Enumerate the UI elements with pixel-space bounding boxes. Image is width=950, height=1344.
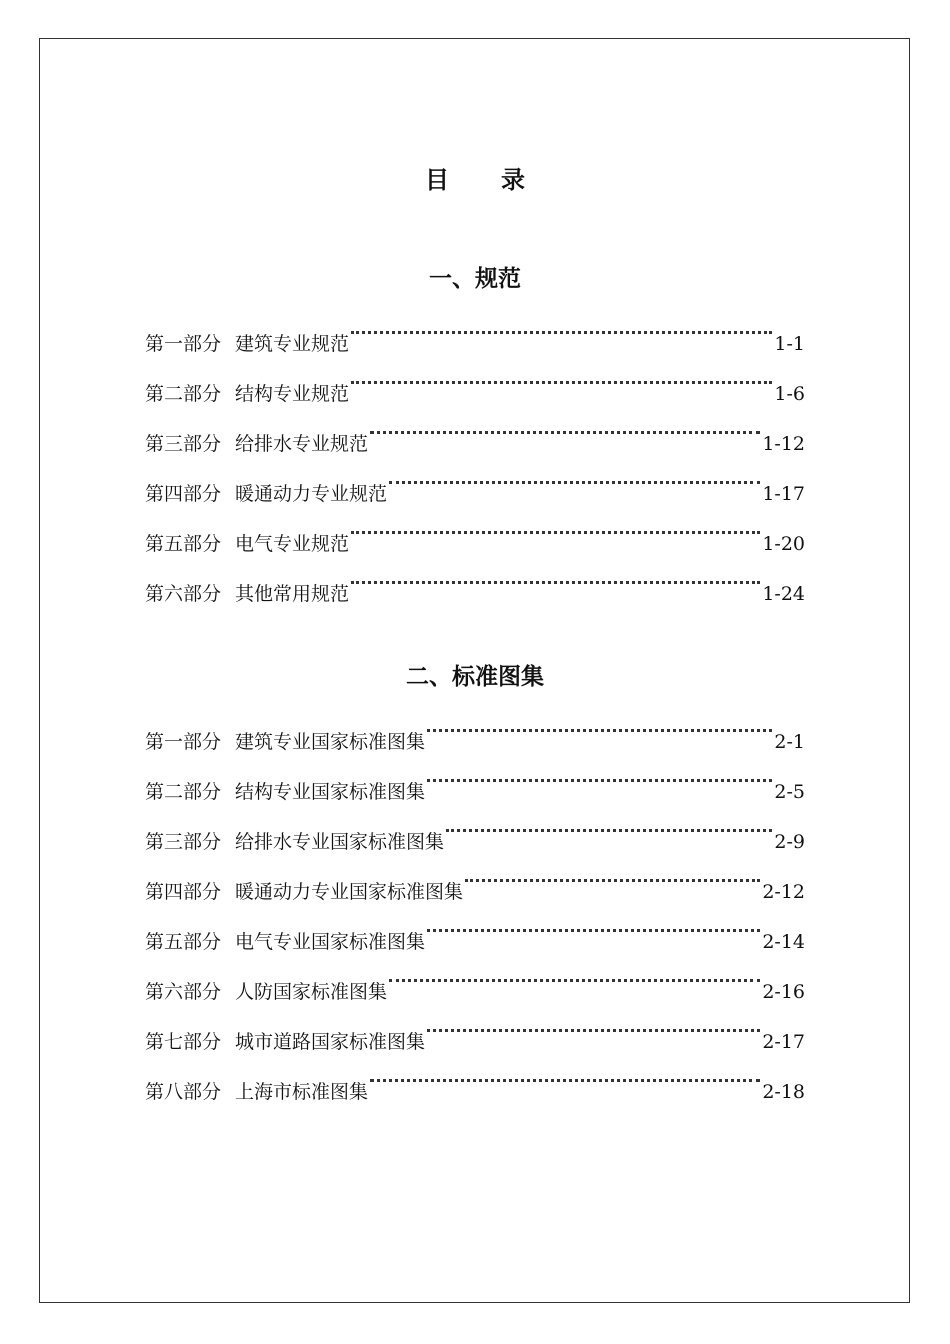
toc-page-number: 2-12 bbox=[762, 881, 805, 903]
toc-page-number: 1-24 bbox=[762, 583, 805, 605]
toc-list-standard-atlases bbox=[145, 698, 805, 1103]
toc-entry-title: 结构专业国家标准图集 bbox=[235, 781, 426, 803]
toc-part-label: 第二部分 bbox=[145, 781, 222, 803]
toc-entry-title: 人防国家标准图集 bbox=[235, 981, 388, 1003]
dot-leader bbox=[465, 848, 760, 898]
toc-part-label: 第四部分 bbox=[145, 483, 222, 505]
toc-entry-title: 建筑专业国家标准图集 bbox=[235, 731, 426, 753]
toc-entry-title: 暖通动力专业国家标准图集 bbox=[235, 881, 464, 903]
toc-entry[interactable] bbox=[145, 300, 805, 355]
toc-part-label: 第一部分 bbox=[145, 731, 222, 753]
toc-part-label: 第五部分 bbox=[145, 931, 222, 953]
dot-leader bbox=[351, 500, 760, 550]
toc-entry-title: 上海市标准图集 bbox=[235, 1081, 369, 1103]
toc-part-label: 第七部分 bbox=[145, 1031, 222, 1053]
toc-part-label: 第三部分 bbox=[145, 433, 222, 455]
toc-page-number: 2-18 bbox=[762, 1081, 805, 1103]
toc-part-label: 第二部分 bbox=[145, 383, 222, 405]
toc-page-number: 2-9 bbox=[774, 831, 805, 853]
toc-page-number: 1-1 bbox=[774, 333, 805, 355]
toc-entry-title: 给排水专业国家标准图集 bbox=[235, 831, 445, 853]
toc-page-number: 1-6 bbox=[774, 383, 805, 405]
dot-leader bbox=[351, 350, 772, 400]
dot-leader bbox=[427, 698, 772, 748]
toc-part-label: 第六部分 bbox=[145, 583, 222, 605]
section-heading-standards: 一、规范 bbox=[429, 266, 521, 292]
toc-page-number: 2-1 bbox=[774, 731, 805, 753]
dot-leader bbox=[427, 898, 760, 948]
toc-entry-title: 建筑专业规范 bbox=[235, 333, 350, 355]
toc-page-number: 2-5 bbox=[774, 781, 805, 803]
toc-page-number: 2-14 bbox=[762, 931, 805, 953]
toc-entry-title: 电气专业国家标准图集 bbox=[235, 931, 426, 953]
toc-entry-title: 结构专业规范 bbox=[235, 383, 350, 405]
document-title: 目录 bbox=[425, 166, 577, 194]
dot-leader bbox=[351, 300, 772, 350]
toc-part-label: 第八部分 bbox=[145, 1081, 222, 1103]
dot-leader bbox=[446, 798, 772, 848]
dot-leader bbox=[370, 1048, 760, 1098]
toc-entry-title: 城市道路国家标准图集 bbox=[235, 1031, 426, 1053]
toc-page-number: 1-12 bbox=[762, 433, 805, 455]
toc-part-label: 第四部分 bbox=[145, 881, 222, 903]
toc-entry-title: 其他常用规范 bbox=[235, 583, 350, 605]
section-heading-standard-atlases: 二、标准图集 bbox=[406, 664, 544, 690]
dot-leader bbox=[427, 748, 772, 798]
toc-entry-title: 暖通动力专业规范 bbox=[235, 483, 388, 505]
dot-leader bbox=[370, 400, 760, 450]
toc-part-label: 第五部分 bbox=[145, 533, 222, 555]
toc-entry-title: 给排水专业规范 bbox=[235, 433, 369, 455]
toc-page-number: 2-16 bbox=[762, 981, 805, 1003]
toc-page-number: 1-17 bbox=[762, 483, 805, 505]
toc-part-label: 第六部分 bbox=[145, 981, 222, 1003]
toc-entry[interactable] bbox=[145, 698, 805, 753]
toc-part-label: 第三部分 bbox=[145, 831, 222, 853]
dot-leader bbox=[389, 948, 760, 998]
dot-leader bbox=[427, 998, 760, 1048]
dot-leader bbox=[351, 550, 760, 600]
toc-entry-title: 电气专业规范 bbox=[235, 533, 350, 555]
dot-leader bbox=[389, 450, 760, 500]
toc-page-number: 1-20 bbox=[762, 533, 805, 555]
toc-page-number: 2-17 bbox=[762, 1031, 805, 1053]
toc-part-label: 第一部分 bbox=[145, 333, 222, 355]
toc-list-standards bbox=[145, 300, 805, 605]
